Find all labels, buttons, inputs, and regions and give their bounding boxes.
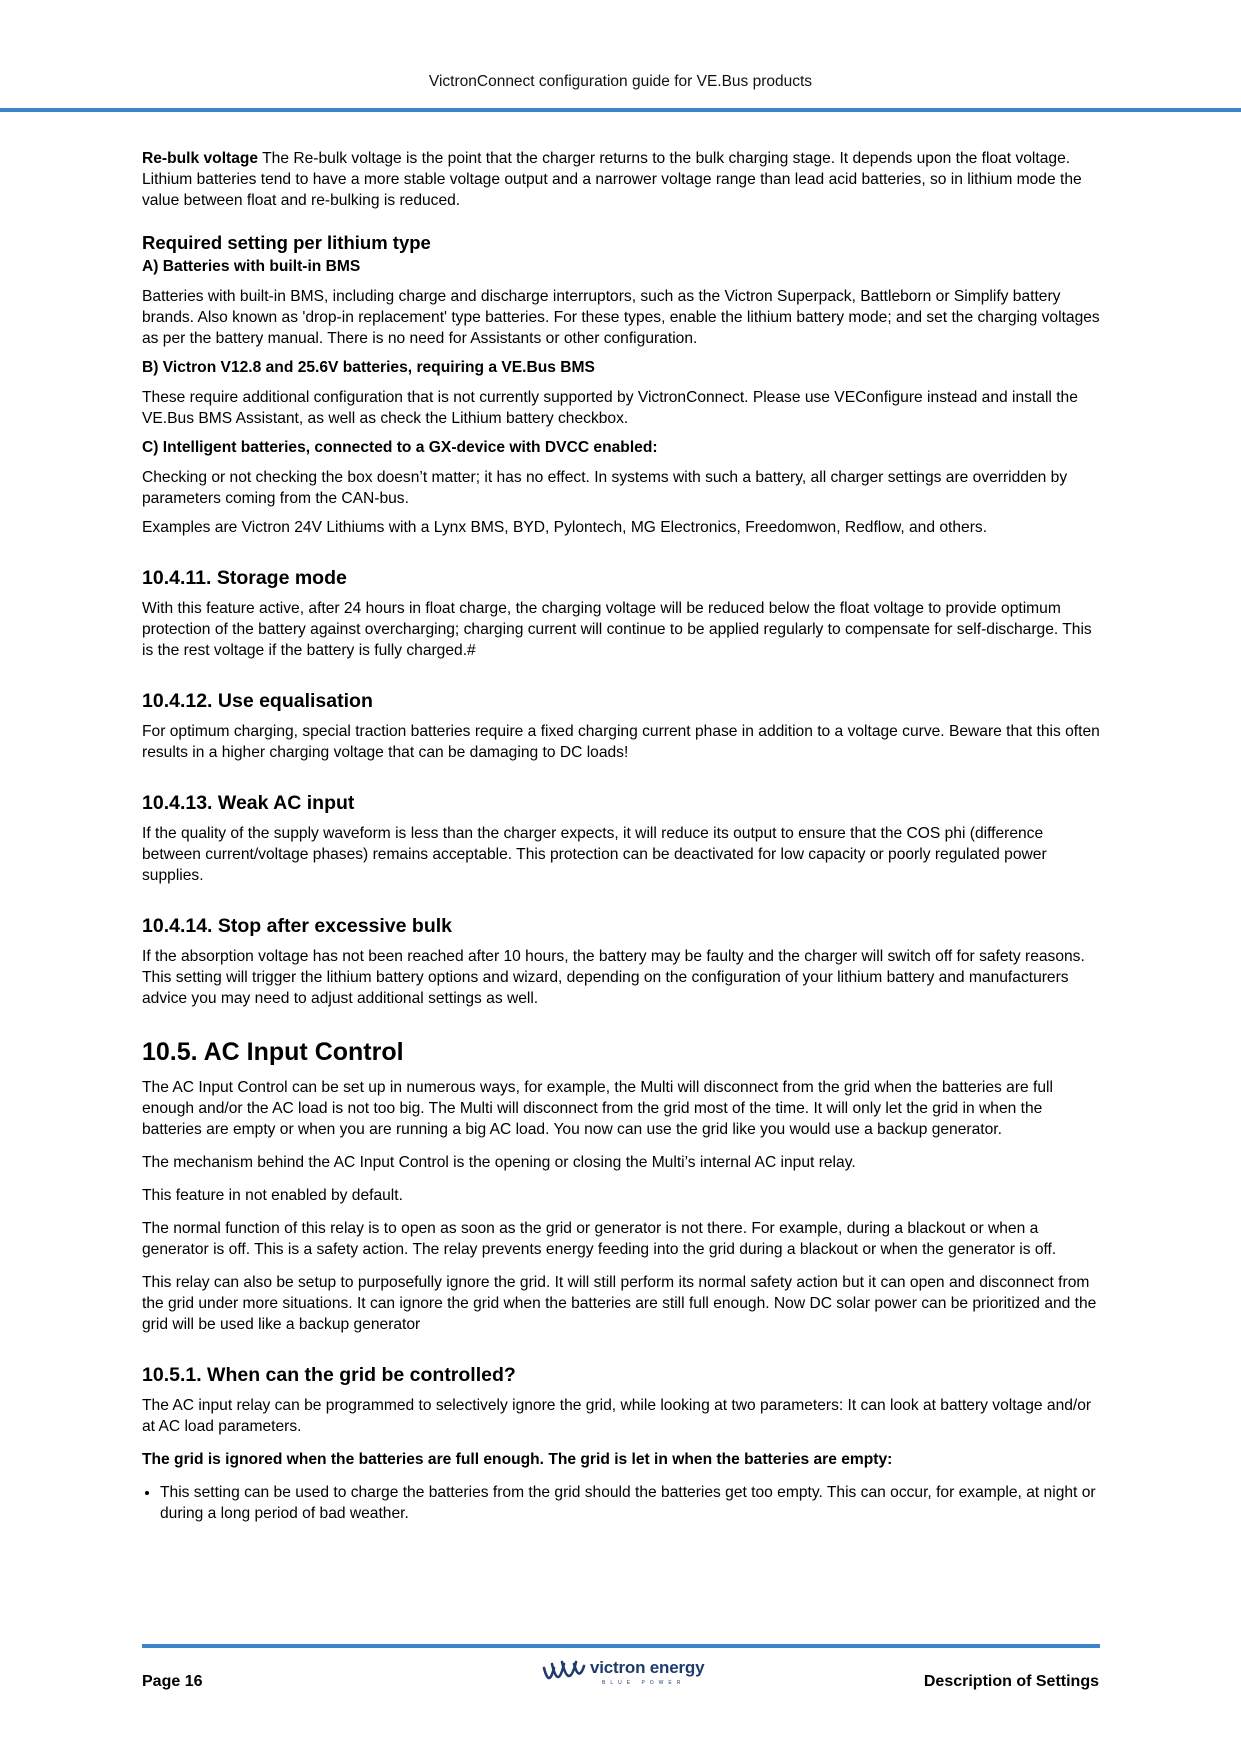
equalisation-text: For optimum charging, special traction batteries require a fixed charging current phase in addition to a voltage curve. Beware that this often results in a higher charging voltage that can be damaging to DC loads! xyxy=(142,723,1100,761)
header-rule xyxy=(0,108,1241,112)
excessive-bulk-text: If the absorption voltage has not been reached after 10 hours, the battery may be faulty and the charger will switch off for safety reasons. This setting will trigger the lithium battery options and wizard, depending on the configuration of your lithium battery and manufacturers advice you may need to adjust additional settings as well. xyxy=(142,948,1085,1007)
lithium-examples: Examples are Victron 24V Lithiums with a Lynx BMS, BYD, Pylontech, MG Electronics, Freedomwon, Redflow, and others. xyxy=(142,519,988,536)
lithium-c-heading: C) Intelligent batteries, connected to a GX-device with DVCC enabled: xyxy=(142,439,658,456)
equalisation-heading: 10.4.12. Use equalisation xyxy=(142,690,373,712)
lithium-a-heading: A) Batteries with built-in BMS xyxy=(142,258,361,275)
grid-control-bold-line: The grid is ignored when the batteries are full enough. The grid is let in when the batteries are empty: xyxy=(142,1451,893,1468)
page-header-title: VictronConnect configuration guide for VE.Bus products xyxy=(428,73,813,90)
weak-ac-text: If the quality of the supply waveform is less than the charger expects, it will reduce its output to ensure that the COS phi (difference between current/voltage phases) remains acceptable. This protection can be deactivated for low capacity or poorly regulated power supplies. xyxy=(142,825,1047,884)
storage-mode-heading: 10.4.11. Storage mode xyxy=(142,567,347,589)
ac-input-control-heading: 10.5. AC Input Control xyxy=(142,1038,404,1066)
ac-input-control-p5: This relay can also be setup to purposefully ignore the grid. It will still perform its normal safety action but it can open and disconnect from the grid under more situations. It can ignore the grid when the batteries are still full enough. Now DC solar power can be prioritized and the grid will be used like a backup generator xyxy=(142,1274,1097,1333)
rebulk-paragraph xyxy=(142,148,1100,211)
footer-rule xyxy=(142,1644,1100,1648)
footer-page-number: Page 16 xyxy=(142,1673,203,1690)
ac-input-control-p2: The mechanism behind the AC Input Control is the opening or closing the Multi’s internal AC input relay. xyxy=(142,1154,856,1171)
logo-tagline: BLUE POWER xyxy=(602,1680,686,1686)
victron-energy-logo xyxy=(540,1656,710,1696)
grid-control-heading: 10.5.1. When can the grid be controlled? xyxy=(142,1364,516,1386)
ac-input-control-p1: The AC Input Control can be set up in numerous ways, for example, the Multi will disconnect from the grid when the batteries are full enough and/or the AC load is not too big. The Multi will disconnect from the grid most of the time. It will only let the grid in when the batteries are empty or when you are running a big AC load. You now can use the grid like you would use a backup generator. xyxy=(142,1079,1053,1138)
rebulk-text: The Re-bulk voltage is the point that the charger returns to the bulk charging stage. It depends upon the float voltage. Lithium batteries tend to have a more stable voltage output and a narrower voltage range than lead acid batteries, so in lithium mode the value between float and re-bulking is reduced. xyxy=(142,150,1082,209)
ac-input-control-p4: The normal function of this relay is to open as soon as the grid or generator is not there. For example, during a blackout or when a generator is off. This is a safety action. The relay prevents energy feeding into the grid during a blackout or when the generator is off. xyxy=(142,1220,1057,1258)
victron-wave-icon xyxy=(540,1656,588,1692)
weak-ac-heading: 10.4.13. Weak AC input xyxy=(142,792,355,814)
lithium-c-text: Checking or not checking the box doesn’t matter; it has no effect. In systems with such a battery, all charger settings are overridden by parameters coming from the CAN-bus. xyxy=(142,469,1068,507)
lithium-b-text: These require additional configuration that is not currently supported by VictronConnect. Please use VEConfigure instead and install the VE.Bus BMS Assistant, as well as check the Lithium battery checkbox. xyxy=(142,389,1078,427)
logo-wordmark: victron energy xyxy=(590,1658,705,1677)
footer-section-name: Description of Settings xyxy=(923,1673,1099,1690)
lithium-heading: Required setting per lithium type xyxy=(142,232,431,253)
list-item: • This setting can be used to charge the batteries from the grid should the batteries get too empty. This can occur, for example, at night or during a long period of bad weather. xyxy=(160,1482,1100,1524)
storage-mode-text: With this feature active, after 24 hours in float charge, the charging voltage will be reduced below the float voltage to provide optimum protection of the battery against overcharging; charging current will continue to be applied regularly to compensate for self-discharge. This is the rest voltage if the battery is fully charged.# xyxy=(142,600,1092,659)
excessive-bulk-heading: 10.4.14. Stop after excessive bulk xyxy=(142,915,453,937)
rebulk-term: Re-bulk voltage xyxy=(142,150,259,167)
grid-control-bullet-list xyxy=(142,1482,1100,1524)
ac-input-control-p3: This feature in not enabled by default. xyxy=(142,1187,403,1204)
lithium-b-heading: B) Victron V12.8 and 25.6V batteries, requiring a VE.Bus BMS xyxy=(142,359,595,376)
page-body xyxy=(142,148,1100,1524)
lithium-a-text: Batteries with built-in BMS, including charge and discharge interruptors, such as the Victron Superpack, Battleborn or Simplify battery brands. Also known as 'drop-in replacement' type batteries. For these types, enable the lithium battery mode; and set the charging voltages as per the battery manual. There is no need for Assistants or other configuration. xyxy=(142,288,1100,347)
grid-control-text: The AC input relay can be programmed to selectively ignore the grid, while looking at two parameters: It can look at battery voltage and/or at AC load parameters. xyxy=(142,1397,1092,1435)
